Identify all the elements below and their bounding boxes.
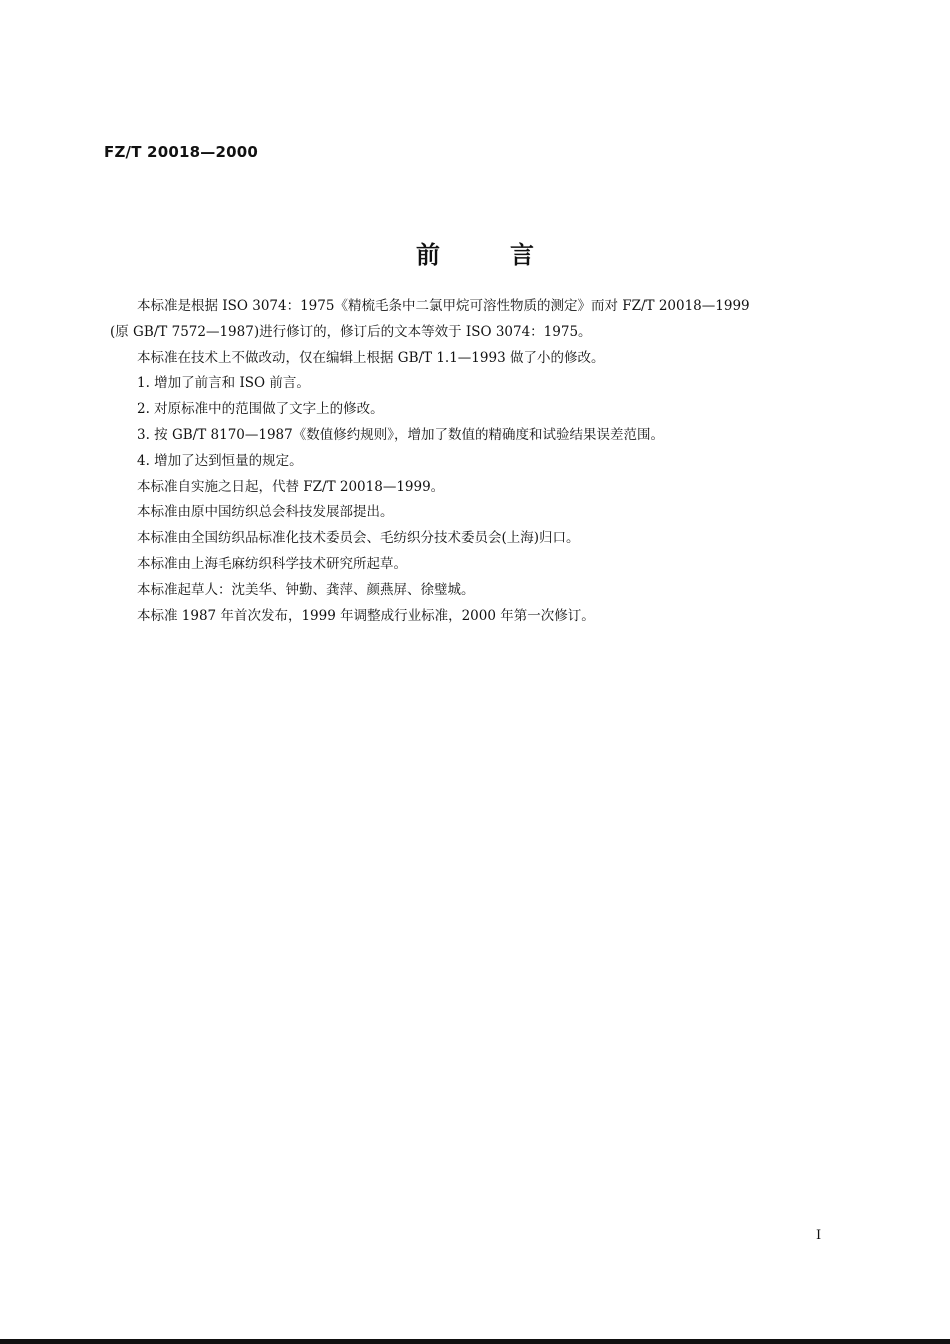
paragraph-basis-continued: (原 GB/T 7572—1987)进行修订的，修订后的文本等效于 ISO 3074：1975。: [110, 323, 592, 340]
document-code: FZ/T 20018—2000: [104, 143, 258, 161]
paragraph-drafters: 本标准起草人：沈美华、钟勤、龚萍、颜燕屏、徐璧城。: [137, 581, 475, 598]
list-item-3: 3. 按 GB/T 8170—1987《数值修约规则》，增加了数值的精确度和试验结果误差范围。: [137, 426, 664, 443]
paragraph-replaces: 本标准自实施之日起，代替 FZ/T 20018—1999。: [137, 478, 445, 495]
paragraph-technical-changes: 本标准在技术上不做改动，仅在编辑上根据 GB/T 1.1—1993 做了小的修改。: [137, 349, 605, 366]
bottom-border: [0, 1339, 950, 1344]
list-item-2: 2. 对原标准中的范围做了文字上的修改。: [137, 401, 384, 418]
page-title: 前言: [416, 240, 604, 269]
list-item-1: 1. 增加了前言和 ISO 前言。: [137, 375, 310, 392]
paragraph-under-jurisdiction: 本标准由全国纺织品标准化技术委员会、毛纺织分技术委员会(上海)归口。: [137, 530, 580, 547]
paragraph-drafted-by: 本标准由上海毛麻纺织科学技术研究所起草。: [137, 555, 407, 572]
paragraph-history: 本标准 1987 年首次发布，1999 年调整成行业标准，2000 年第一次修订。: [137, 607, 595, 624]
page-number: I: [816, 1228, 822, 1243]
list-item-4: 4. 增加了达到恒量的规定。: [137, 452, 303, 469]
foreword-body: [110, 294, 850, 629]
paragraph-proposed-by: 本标准由原中国纺织总会科技发展部提出。: [137, 504, 394, 521]
paragraph-basis: 本标准是根据 ISO 3074：1975《精梳毛条中二氯甲烷可溶性物质的测定》而对 FZ/T 20018—1999: [137, 298, 750, 314]
